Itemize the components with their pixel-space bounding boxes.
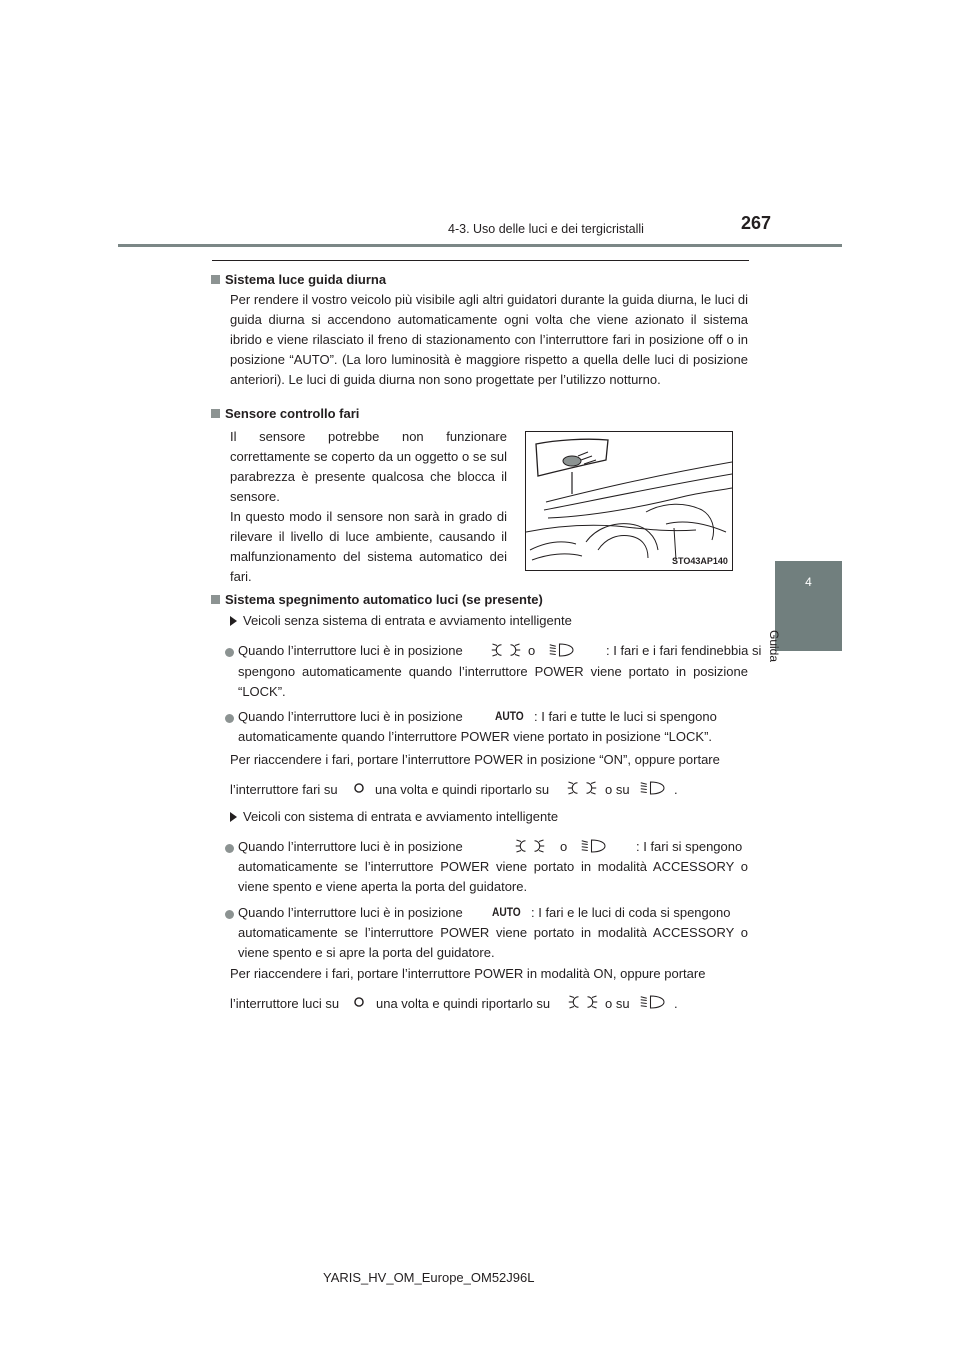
g2-p2-c: o su xyxy=(605,996,630,1011)
g1-b2-post: : I fari e tutte le luci si spengono xyxy=(534,709,717,724)
g2-b1-or: o xyxy=(560,839,568,854)
figure-code: STO43AP140 xyxy=(672,556,728,566)
g2-b2-rest: automaticamente se l’interruttore POWER viene portato in modalità ACCESSORY o viene spento e si apre la porta del guidatore. xyxy=(238,925,748,960)
sensor-text xyxy=(230,427,507,587)
chapter-label: Guida xyxy=(767,630,781,663)
content-rule xyxy=(212,260,749,261)
g1-p2-c: o su xyxy=(605,782,630,797)
dashboard-illustration xyxy=(526,432,732,570)
auto-icon: AUTO xyxy=(492,905,521,919)
group2-title: Veicoli con sistema di entrata e avviamento intelligente xyxy=(230,809,558,824)
auto-off-heading: Sistema spegnimento automatico luci (se presente) xyxy=(211,592,543,607)
g1-p2-a: l’interruttore fari su xyxy=(230,782,338,797)
headlight-icon xyxy=(578,837,608,855)
chapter-number: 4 xyxy=(805,575,812,589)
g1-b2-rest: automaticamente quando l’interruttore POWER viene portato in posizione “LOCK”. xyxy=(238,729,713,744)
g2-b2-pre: Quando l’interruttore luci è in posizione xyxy=(238,905,463,920)
g2-p2-d: . xyxy=(674,996,678,1011)
g2-b1-rest: automaticamente se l’interruttore POWER viene portato in modalità ACCESSORY o viene spento e viene aperta la porta del guidatore. xyxy=(238,859,748,894)
triangle-bullet-icon xyxy=(230,616,237,626)
g2-b2-post: : I fari e le luci di coda si spengono xyxy=(531,905,731,920)
section-marker-icon xyxy=(211,275,220,284)
header-rule xyxy=(118,244,842,247)
g2-b1-post: : I fari si spengono xyxy=(636,839,743,854)
g1-p1: Per riaccendere i fari, portare l’interruttore POWER in posizione “ON”, oppure portare xyxy=(230,752,720,767)
sensor-text-1: Il sensore potrebbe non funzionare correttamente se coperto da un oggetto o se sul parabrezza è presente qualcosa che blocca il sensore. xyxy=(230,429,507,504)
section-marker-icon xyxy=(211,409,220,418)
tail-light-icon xyxy=(491,641,521,659)
g2-p2-b: una volta e quindi riportarlo su xyxy=(376,996,551,1011)
sensor-figure xyxy=(525,431,733,571)
headlight-icon xyxy=(637,993,667,1011)
g1-p2-d: . xyxy=(674,782,678,797)
drl-text: Per rendere il vostro veicolo più visibile agli altri guidatori durante la guida diurna, le luci di guida diurna si accendono automaticamente ogni volta che viene azionato il sistema ibrido e viene rilasciato il freno di stazionamento con l’interruttore fari in posizione off o in posizione “AUTO”. (La loro luminosità è maggiore rispetto a quella delle luci di posizione anteriori). Le luci di guida diurna non sono progettate per l’utilizzo notturno. xyxy=(230,292,748,387)
g1-b2-pre: Quando l’interruttore luci è in posizione xyxy=(238,709,463,724)
page-number: 267 xyxy=(741,213,772,233)
bullet-icon xyxy=(225,714,234,723)
g2-p1: Per riaccendere i fari, portare l’interruttore POWER in modalità ON, oppure portare xyxy=(230,966,706,981)
g1-b1-post: : I fari e i fari fendinebbia si xyxy=(606,643,762,658)
off-icon xyxy=(350,779,368,797)
headlight-icon xyxy=(546,641,576,659)
triangle-bullet-icon xyxy=(230,812,237,822)
auto-icon: AUTO xyxy=(495,709,524,723)
tail-light-icon xyxy=(567,779,597,797)
headlight-icon xyxy=(637,779,667,797)
tail-light-icon xyxy=(568,993,598,1011)
bullet-icon xyxy=(225,910,234,919)
group1-title: Veicoli senza sistema di entrata e avviamento intelligente xyxy=(230,613,572,628)
g1-b1-or: o xyxy=(528,643,536,658)
bullet-icon xyxy=(225,648,234,657)
g2-p2-a: l’interruttore luci su xyxy=(230,996,340,1011)
g1-b1-pre: Quando l’interruttore luci è in posizione xyxy=(238,643,463,658)
section-title: 4-3. Uso delle luci e dei tergicristalli xyxy=(448,222,644,236)
document-id: YARIS_HV_OM_Europe_OM52J96L xyxy=(323,1270,535,1285)
drl-heading: Sistema luce guida diurna xyxy=(211,272,386,287)
g1-b1-rest: spengono automaticamente quando l’interruttore POWER viene portato in posizione “LOCK”. xyxy=(238,664,748,699)
sensor-heading: Sensore controllo fari xyxy=(211,406,359,421)
g1-p2-b: una volta e quindi riportarlo su xyxy=(375,782,550,797)
section-marker-icon xyxy=(211,595,220,604)
off-icon xyxy=(350,993,368,1011)
g2-b1-pre: Quando l’interruttore luci è in posizione xyxy=(238,839,463,854)
sensor-text-2: In questo modo il sensore non sarà in grado di rilevare il livello di luce ambiente, causando il malfunzionamento del sistema automatico dei fari. xyxy=(230,509,507,584)
bullet-icon xyxy=(225,844,234,853)
tail-light-icon xyxy=(515,837,545,855)
